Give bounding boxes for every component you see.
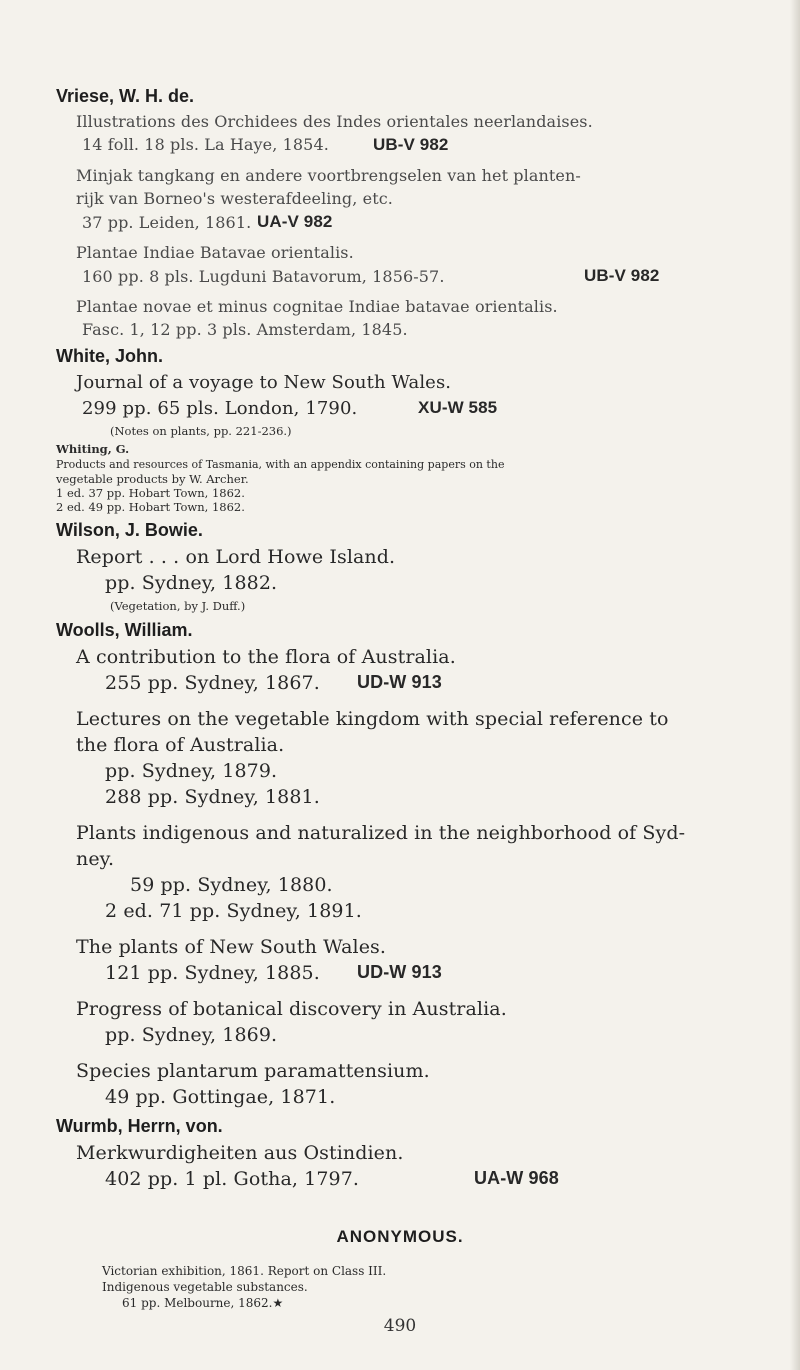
entry-title: Minjak tangkang en andere voortbrengselen van het planten- bbox=[76, 166, 581, 185]
entry-note: (Vegetation, by J. Duff.) bbox=[110, 599, 246, 613]
author-wilson: Wilson, J. Bowie. bbox=[56, 520, 203, 540]
location-code: UB-V 982 bbox=[584, 266, 660, 285]
entry-details: 160 pp. 8 pls. Lugduni Batavorum, 1856-57. bbox=[82, 267, 445, 286]
entry-title: Victorian exhibition, 1861. Report on Class III. bbox=[102, 1264, 387, 1278]
entry-title: Plants indigenous and naturalized in the neighborhood of Syd- bbox=[76, 822, 686, 844]
entry-title: The plants of New South Wales. bbox=[76, 936, 387, 958]
entry-title: Plantae Indiae Batavae orientalis. bbox=[76, 243, 354, 262]
entry-details: pp. Sydney, 1869. bbox=[105, 1024, 278, 1046]
page-edge-shadow bbox=[790, 0, 800, 1370]
location-code: UA-W 968 bbox=[474, 1168, 559, 1188]
entry-title: Species plantarum paramattensium. bbox=[76, 1060, 430, 1082]
author-whiting: Whiting, G. bbox=[56, 442, 130, 456]
entry-details: 61 pp. Melbourne, 1862.★ bbox=[122, 1296, 284, 1310]
location-code: UD-W 913 bbox=[357, 962, 442, 982]
entry-details: 121 pp. Sydney, 1885. bbox=[105, 962, 320, 984]
location-code: UA-V 982 bbox=[257, 212, 333, 231]
entry-details: pp. Sydney, 1882. bbox=[105, 572, 278, 594]
entry-details: 14 foll. 18 pls. La Haye, 1854. bbox=[82, 135, 329, 154]
page-number: 490 bbox=[383, 1316, 417, 1336]
entry-title: Journal of a voyage to New South Wales. bbox=[76, 372, 452, 393]
entry-title-cont: the flora of Australia. bbox=[76, 734, 285, 756]
entry-title-cont: rijk van Borneo's westerafdeeling, etc. bbox=[76, 189, 393, 208]
entry-details: 255 pp. Sydney, 1867. bbox=[105, 672, 320, 694]
entry-details: 299 pp. 65 pls. London, 1790. bbox=[82, 398, 358, 419]
entry-title-cont: ney. bbox=[76, 848, 115, 870]
author-white: White, John. bbox=[56, 346, 163, 366]
entry-note: (Notes on plants, pp. 221-236.) bbox=[110, 424, 292, 438]
author-vriese: Vriese, W. H. de. bbox=[56, 86, 195, 106]
entry-title: Lectures on the vegetable kingdom with special reference to bbox=[76, 708, 669, 730]
entry-details: 288 pp. Sydney, 1881. bbox=[105, 786, 320, 808]
author-wurmb: Wurmb, Herrn, von. bbox=[56, 1116, 223, 1136]
entry-details: pp. Sydney, 1879. bbox=[105, 760, 278, 782]
entry-details: Fasc. 1, 12 pp. 3 pls. Amsterdam, 1845. bbox=[82, 320, 408, 339]
location-code: UB-V 982 bbox=[373, 135, 449, 154]
entry-title: Report . . . on Lord Howe Island. bbox=[76, 546, 396, 568]
location-code: UD-W 913 bbox=[357, 672, 442, 692]
location-code: XU-W 585 bbox=[418, 398, 498, 417]
entry-title: Products and resources of Tasmania, with an appendix containing papers on the bbox=[56, 458, 505, 471]
author-woolls: Woolls, William. bbox=[56, 620, 193, 640]
entry-details: 2 ed. 71 pp. Sydney, 1891. bbox=[105, 900, 362, 922]
entry-details: 402 pp. 1 pl. Gotha, 1797. bbox=[105, 1168, 360, 1190]
entry-title: Plantae novae et minus cognitae Indiae batavae orientalis. bbox=[76, 297, 558, 316]
entry-details: 1 ed. 37 pp. Hobart Town, 1862. bbox=[56, 486, 245, 500]
entry-details: 59 pp. Sydney, 1880. bbox=[130, 874, 333, 896]
entry-title-cont: Indigenous vegetable substances. bbox=[102, 1280, 308, 1294]
entry-details: 37 pp. Leiden, 1861. bbox=[82, 213, 252, 232]
entry-title-cont: vegetable products by W. Archer. bbox=[56, 472, 249, 486]
entry-title: Merkwurdigheiten aus Ostindien. bbox=[76, 1142, 404, 1164]
entry-title: A contribution to the flora of Australia. bbox=[76, 646, 456, 668]
section-heading: ANONYMOUS. bbox=[336, 1227, 464, 1246]
entry-details: 49 pp. Gottingae, 1871. bbox=[105, 1086, 336, 1108]
entry-details: 2 ed. 49 pp. Hobart Town, 1862. bbox=[56, 500, 245, 514]
entry-title: Progress of botanical discovery in Australia. bbox=[76, 998, 507, 1020]
entry-title: Illustrations des Orchidees des Indes orientales neerlandaises. bbox=[76, 112, 593, 131]
